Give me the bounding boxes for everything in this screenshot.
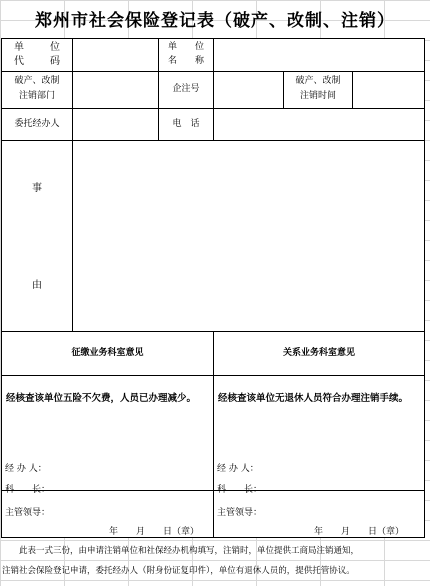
phone-label: 电 话 [172, 119, 200, 129]
right-leader-label: 主管领导： [217, 508, 263, 518]
unit-code-label-line1: 单 位 [14, 42, 60, 53]
dept-label-line1: 破产、改制 [14, 76, 60, 86]
dept-field[interactable] [73, 72, 157, 108]
time-label-line2: 注销时间 [299, 91, 336, 101]
left-chief-label: 科 长： [5, 485, 51, 495]
left-opinion-text: 经核查该单位五险不欠费，人员已办理减少。 [6, 393, 197, 404]
right-opinion-text: 经核查该单位无退休人员符合办理注销手续。 [218, 393, 409, 404]
registration-form [1, 38, 425, 538]
footer-line2: 注销社会保险登记申请，委托经办人（附身份证复印件），单位有退休人员的，提供托管协议。 [2, 566, 355, 576]
footer-note [2, 541, 426, 581]
unit-code-field[interactable] [73, 39, 157, 71]
column-divider [213, 331, 214, 537]
unit-code-label-line2: 代 码 [14, 56, 60, 67]
right-handler-label: 经 办 人： [217, 464, 259, 474]
enterprise-reg-label: 企注号 [172, 84, 200, 94]
reason-label-bottom: 由 [32, 280, 42, 291]
agent-label: 委托经办人 [14, 119, 60, 129]
left-leader-label: 主管领导： [5, 508, 51, 518]
right-chief-label: 科 长： [217, 485, 263, 495]
phone-field[interactable] [214, 109, 423, 140]
unit-name-label-line2: 名 称 [168, 56, 204, 66]
left-handler-label: 经 办 人： [5, 464, 47, 474]
reason-field[interactable] [73, 141, 423, 331]
reason-label-top: 事 [32, 183, 42, 194]
time-label-line1: 破产、改制 [295, 76, 341, 86]
left-section-header: 征缴业务科室意见 [71, 348, 144, 358]
unit-name-field[interactable] [214, 39, 423, 71]
unit-name-label-line1: 单 位 [168, 42, 204, 52]
enterprise-reg-field[interactable] [214, 72, 282, 108]
footer-line1: 此表一式三份，由申请注销单位和社保经办机构填写，注销时，单位提供工商局注销通知， [19, 546, 360, 556]
right-section-header: 关系业务科室意见 [282, 348, 355, 358]
left-date-label: 年 月 日（章） [109, 527, 200, 537]
dept-label-line2: 注销部门 [18, 91, 55, 101]
form-title: 郑州市社会保险登记表（破产、改制、注销） [35, 11, 395, 31]
agent-field[interactable] [73, 109, 157, 140]
right-date-label: 年 月 日（章） [314, 527, 405, 537]
time-field[interactable] [353, 72, 423, 108]
